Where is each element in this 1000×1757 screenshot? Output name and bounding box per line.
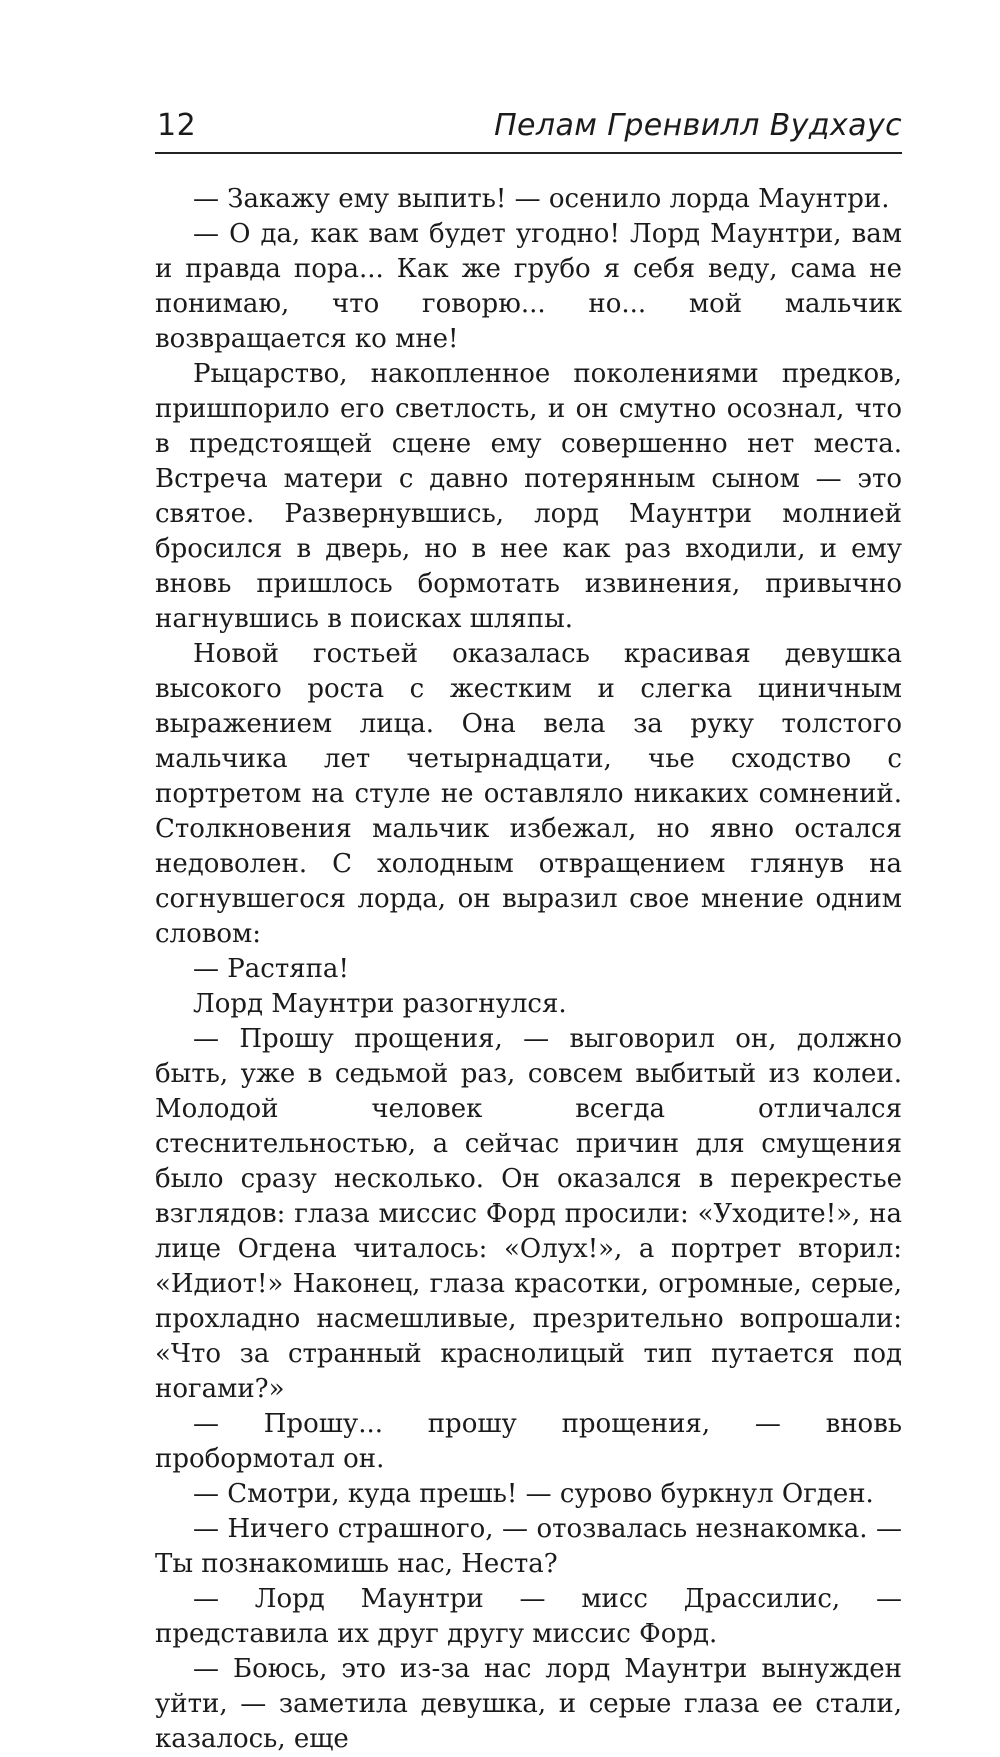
paragraph: — Боюсь, это из-за нас лорд Маунтри вынужден уйти, — заметила девушка, и серые глаза ее стали, казалось, еще [155,1654,902,1754]
paragraph: Лорд Маунтри разогнулся. [193,989,567,1019]
paragraph: — Закажу ему выпить! — осенило лорда Маунтри. [193,184,890,214]
page-header [155,106,902,154]
paragraph: Новой гостьей оказалась красивая девушка высокого роста с жестким и слегка циничным выражением лица. Она вела за руку толстого мальчика лет четырнадцати, чье сходство с портретом на стуле не оставляло никаких сомнений. Столкновения мальчик избежал, но явно остался недоволен. С холодным отвращением глянув на согнувшегося лорда, он выразил свое мнение одним словом: [155,639,902,949]
paragraph: — Прошу прощения, — выговорил он, должно быть, уже в седьмой раз, совсем выбитый из колеи. Молодой человек всегда отличался стеснительностью, а сейчас причин для смущения было сразу несколько. Он оказался в перекрестье взглядов: глаза миссис Форд просили: «Уходите!», на лице Огдена читалось: «Олух!», а портрет вторил: «Идиот!» Наконец, глаза красотки, огромные, серые, прохладно насмешливые, презрительно вопрошали: «Что за странный краснолицый тип путается под ногами?» [155,1024,902,1404]
paragraph: — Смотри, куда прешь! — сурово буркнул Огден. [193,1479,874,1509]
paragraph: — Прошу... прошу прощения, — вновь пробормотал он. [155,1409,902,1474]
paragraph: — Растяпа! [193,954,349,984]
paragraph: — Ничего страшного, — отозвалась незнакомка. — Ты познакомишь нас, Неста? [155,1514,902,1579]
paragraph: Рыцарство, накопленное поколениями предков, пришпорило его светлость, и он смутно осознал, что в предстоящей сцене ему совершенно нет места. Встреча матери с давно потерянным сыном — это святое. Развернувшись, лорд Маунтри молнией бросился в дверь, но в нее как раз входили, и ему вновь пришлось бормотать извинения, привычно нагнувшись в поисках шляпы. [155,359,902,634]
page-number: 12 [157,108,197,143]
paragraph: — О да, как вам будет угодно! Лорд Маунтри, вам и правда пора... Как же грубо я себя веду, сама не понимаю, что говорю... но... мой мальчик возвращается ко мне! [155,219,902,354]
body-text [155,182,902,1757]
running-title: Пелам Гренвилл Вудхаус [494,108,902,143]
paragraph: — Лорд Маунтри — мисс Драссилис, — представила их друг другу миссис Форд. [155,1584,902,1649]
